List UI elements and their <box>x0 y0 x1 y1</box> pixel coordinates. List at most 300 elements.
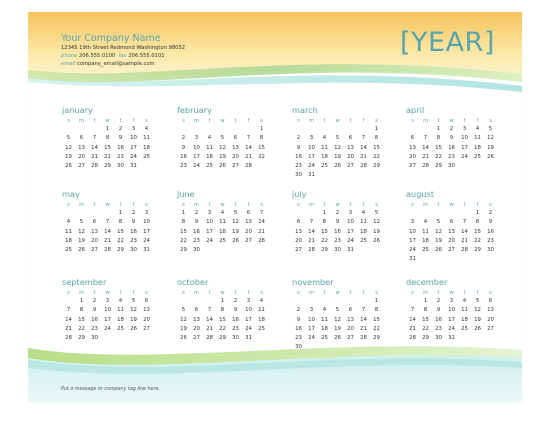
day-grid <box>62 209 150 255</box>
day-cell: 2 <box>131 210 136 216</box>
day-cell: 27 <box>347 335 354 342</box>
day-cell: 15 <box>258 144 265 151</box>
day-cell: 5 <box>131 298 136 304</box>
day-cell: 30 <box>295 344 302 351</box>
day-cell: 8 <box>79 307 84 314</box>
empty-day-cell <box>216 125 229 134</box>
day-cell: 30 <box>193 247 200 254</box>
empty-day-cell <box>406 297 419 306</box>
day-cell: 1 <box>79 298 84 304</box>
day-cell: 26 <box>65 163 72 170</box>
day-cell: 28 <box>91 163 98 170</box>
month-october <box>177 276 265 343</box>
weekday-header: s <box>375 202 378 208</box>
day-cell: 12 <box>219 144 226 151</box>
day-cell: 9 <box>194 219 199 226</box>
day-cell: 3 <box>348 210 353 216</box>
day-cell: 22 <box>435 153 442 160</box>
month-july <box>292 188 380 255</box>
day-cell: 4 <box>361 210 366 216</box>
empty-day-cell <box>292 125 305 134</box>
empty-day-cell <box>344 297 357 306</box>
day-cell: 7 <box>92 135 97 142</box>
day-cell: 6 <box>246 210 251 216</box>
day-cell: 15 <box>422 316 429 323</box>
day-cell: 31 <box>130 163 137 170</box>
weekday-header-row <box>406 201 494 209</box>
empty-day-cell <box>101 209 114 218</box>
empty-day-cell <box>242 125 255 134</box>
day-cell: 24 <box>448 325 455 332</box>
empty-day-cell <box>88 125 101 134</box>
day-cell: 10 <box>143 219 150 226</box>
day-cell: 15 <box>373 144 380 151</box>
day-cell: 1 <box>374 126 379 132</box>
day-cell: 17 <box>448 316 455 323</box>
day-cell: 13 <box>448 228 455 235</box>
month-may <box>62 188 150 255</box>
day-cell: 9 <box>488 219 493 226</box>
day-cell: 17 <box>308 325 315 332</box>
day-cell: 18 <box>219 228 226 235</box>
month-name: september <box>62 277 107 287</box>
weekday-header: t <box>234 202 237 208</box>
day-cell: 4 <box>220 210 225 216</box>
day-cell: 11 <box>206 144 213 151</box>
day-cell: 8 <box>181 219 186 226</box>
day-cell: 23 <box>448 153 455 160</box>
day-cell: 30 <box>130 247 137 254</box>
email-label: email <box>61 61 76 67</box>
day-cell: 11 <box>143 135 150 142</box>
day-cell: 7 <box>105 219 110 226</box>
day-cell: 21 <box>360 153 367 160</box>
day-cell: 17 <box>308 153 315 160</box>
month-name: july <box>292 189 307 199</box>
day-cell: 9 <box>92 307 97 314</box>
day-cell: 7 <box>259 210 264 216</box>
weekday-header: s <box>260 118 263 124</box>
weekday-header: w <box>105 290 110 296</box>
weekday-header: s <box>375 290 378 296</box>
day-cell: 9 <box>118 135 123 142</box>
weekday-header: s <box>67 290 70 296</box>
weekday-header-row <box>62 117 150 125</box>
day-cell: 22 <box>321 237 328 244</box>
day-cell: 9 <box>296 144 301 151</box>
weekday-header: t <box>119 202 122 208</box>
day-cell: 8 <box>105 135 110 142</box>
day-grid <box>292 209 380 255</box>
day-cell: 4 <box>462 298 467 304</box>
empty-day-cell <box>75 125 88 134</box>
day-cell: 29 <box>104 163 111 170</box>
day-cell: 29 <box>180 247 187 254</box>
day-cell: 7 <box>246 135 251 142</box>
day-cell: 14 <box>258 219 265 226</box>
day-cell: 27 <box>295 247 302 254</box>
day-cell: 18 <box>206 153 213 160</box>
day-cell: 6 <box>488 298 493 304</box>
day-cell: 14 <box>461 228 468 235</box>
day-cell: 17 <box>193 153 200 160</box>
day-grid <box>177 297 265 343</box>
day-cell: 26 <box>78 247 85 254</box>
company-email <box>61 61 155 67</box>
day-cell: 24 <box>409 247 416 254</box>
day-cell: 21 <box>308 237 315 244</box>
empty-day-cell <box>190 297 203 306</box>
day-cell: 15 <box>104 144 111 151</box>
day-cell: 10 <box>461 135 468 142</box>
day-cell: 9 <box>449 135 454 142</box>
weekday-header: s <box>297 290 300 296</box>
day-cell: 13 <box>487 307 494 314</box>
day-cell: 3 <box>105 298 110 304</box>
empty-day-cell <box>318 297 331 306</box>
day-cell: 20 <box>448 237 455 244</box>
day-cell: 24 <box>308 163 315 170</box>
weekday-header: t <box>234 118 237 124</box>
day-cell: 11 <box>219 219 226 226</box>
day-cell: 14 <box>91 144 98 151</box>
weekday-header-row <box>177 117 265 125</box>
empty-day-cell <box>357 297 370 306</box>
day-cell: 3 <box>207 210 212 216</box>
day-grid <box>406 297 494 343</box>
day-cell: 16 <box>193 228 200 235</box>
day-cell: 11 <box>360 219 367 226</box>
empty-day-cell <box>177 125 190 134</box>
weekday-header: w <box>105 202 110 208</box>
day-cell: 29 <box>117 247 124 254</box>
day-cell: 18 <box>258 316 265 323</box>
day-cell: 12 <box>78 228 85 235</box>
empty-day-cell <box>344 125 357 134</box>
weekday-header: s <box>297 202 300 208</box>
empty-day-cell <box>419 125 432 134</box>
day-cell: 17 <box>245 316 252 323</box>
weekday-header: t <box>93 202 96 208</box>
weekday-header: t <box>463 118 466 124</box>
year-title: [YEAR] <box>400 27 495 58</box>
day-cell: 13 <box>409 144 416 151</box>
day-cell: 29 <box>219 335 226 342</box>
day-cell: 28 <box>206 335 213 342</box>
day-cell: 14 <box>409 316 416 323</box>
day-cell: 1 <box>118 210 123 216</box>
day-cell: 4 <box>322 307 327 314</box>
day-cell: 14 <box>360 144 367 151</box>
day-cell: 27 <box>232 163 239 170</box>
day-cell: 19 <box>487 144 494 151</box>
day-cell: 30 <box>435 335 442 342</box>
day-cell: 5 <box>220 135 225 142</box>
day-cell: 28 <box>245 163 252 170</box>
day-grid <box>62 297 150 343</box>
weekday-header: f <box>476 118 479 124</box>
day-cell: 5 <box>66 135 71 142</box>
weekday-header: s <box>297 118 300 124</box>
empty-day-cell <box>432 209 445 218</box>
day-cell: 19 <box>435 237 442 244</box>
day-cell: 11 <box>461 307 468 314</box>
weekday-header-row <box>292 201 380 209</box>
day-cell: 30 <box>295 172 302 179</box>
day-cell: 27 <box>409 163 416 170</box>
day-cell: 19 <box>334 325 341 332</box>
weekday-header: t <box>93 290 96 296</box>
day-cell: 16 <box>91 316 98 323</box>
day-cell: 19 <box>334 153 341 160</box>
day-cell: 24 <box>104 325 111 332</box>
day-cell: 20 <box>409 153 416 160</box>
weekday-header: s <box>145 202 148 208</box>
day-cell: 10 <box>245 307 252 314</box>
day-cell: 23 <box>487 237 494 244</box>
day-cell: 8 <box>118 219 123 226</box>
day-cell: 9 <box>436 307 441 314</box>
weekday-header: w <box>449 290 454 296</box>
weekday-header: w <box>335 202 340 208</box>
day-cell: 18 <box>360 228 367 235</box>
day-cell: 31 <box>143 247 150 254</box>
day-cell: 25 <box>474 153 481 160</box>
day-cell: 4 <box>423 219 428 226</box>
day-cell: 3 <box>410 219 415 226</box>
weekday-header: f <box>362 118 365 124</box>
weekday-header: s <box>67 118 70 124</box>
day-cell: 1 <box>220 298 225 304</box>
day-cell: 8 <box>374 135 379 142</box>
day-cell: 5 <box>475 298 480 304</box>
day-cell: 21 <box>461 237 468 244</box>
day-cell: 20 <box>193 325 200 332</box>
day-cell: 4 <box>66 219 71 226</box>
day-cell: 12 <box>474 307 481 314</box>
day-cell: 22 <box>474 237 481 244</box>
day-cell: 26 <box>435 247 442 254</box>
day-cell: 11 <box>117 307 124 314</box>
day-cell: 30 <box>334 247 341 254</box>
weekday-header: m <box>309 118 314 124</box>
day-cell: 4 <box>322 135 327 142</box>
day-cell: 23 <box>334 237 341 244</box>
day-cell: 26 <box>219 163 226 170</box>
day-cell: 8 <box>220 307 225 314</box>
day-cell: 24 <box>308 335 315 342</box>
weekday-header: s <box>375 118 378 124</box>
day-cell: 23 <box>91 325 98 332</box>
day-cell: 16 <box>334 228 341 235</box>
day-cell: 4 <box>118 298 123 304</box>
day-cell: 12 <box>334 144 341 151</box>
day-cell: 7 <box>66 307 71 314</box>
day-cell: 17 <box>461 144 468 151</box>
day-cell: 1 <box>423 298 428 304</box>
day-cell: 2 <box>118 126 123 132</box>
day-cell: 2 <box>335 210 340 216</box>
day-cell: 31 <box>347 247 354 254</box>
footer-tagline: Put a message or company tag line here. <box>61 387 160 392</box>
weekday-header: w <box>449 118 454 124</box>
day-cell: 13 <box>245 219 252 226</box>
day-cell: 9 <box>296 316 301 323</box>
month-name: may <box>62 189 80 199</box>
day-cell: 25 <box>360 237 367 244</box>
empty-day-cell <box>305 125 318 134</box>
day-cell: 28 <box>409 335 416 342</box>
phone-label: phone <box>61 53 78 59</box>
day-cell: 5 <box>181 307 186 314</box>
day-cell: 18 <box>143 144 150 151</box>
day-cell: 18 <box>321 153 328 160</box>
day-cell: 22 <box>373 325 380 332</box>
day-cell: 9 <box>181 144 186 151</box>
month-february <box>177 104 265 171</box>
day-cell: 8 <box>475 219 480 226</box>
weekday-header: f <box>132 202 135 208</box>
day-cell: 12 <box>232 219 239 226</box>
day-cell: 20 <box>245 228 252 235</box>
month-name: november <box>292 277 334 287</box>
empty-day-cell <box>331 297 344 306</box>
day-cell: 25 <box>206 163 213 170</box>
day-cell: 13 <box>347 316 354 323</box>
weekday-header: s <box>145 290 148 296</box>
weekday-header: w <box>220 290 225 296</box>
day-cell: 28 <box>422 163 429 170</box>
empty-day-cell <box>229 125 242 134</box>
day-cell: 18 <box>422 237 429 244</box>
day-cell: 10 <box>308 316 315 323</box>
day-cell: 9 <box>131 219 136 226</box>
day-cell: 3 <box>194 135 199 142</box>
day-cell: 5 <box>436 219 441 226</box>
weekday-header: t <box>437 290 440 296</box>
weekday-header: m <box>79 202 84 208</box>
day-cell: 26 <box>334 163 341 170</box>
weekday-header: t <box>323 202 326 208</box>
day-cell: 21 <box>360 325 367 332</box>
day-cell: 20 <box>347 325 354 332</box>
day-cell: 25 <box>422 247 429 254</box>
fax-value: 206.555.0101 <box>128 53 165 59</box>
day-cell: 8 <box>322 219 327 226</box>
weekday-header: t <box>437 202 440 208</box>
day-cell: 12 <box>180 316 187 323</box>
weekday-header-row <box>406 117 494 125</box>
day-cell: 16 <box>130 228 137 235</box>
empty-day-cell <box>75 209 88 218</box>
day-cell: 26 <box>130 325 137 332</box>
day-cell: 1 <box>259 126 264 132</box>
day-cell: 15 <box>180 228 187 235</box>
day-cell: 29 <box>321 247 328 254</box>
day-cell: 26 <box>487 153 494 160</box>
day-cell: 20 <box>143 316 150 323</box>
day-cell: 10 <box>448 307 455 314</box>
weekday-header: m <box>423 202 428 208</box>
weekday-header: t <box>349 202 352 208</box>
day-cell: 5 <box>335 135 340 142</box>
day-cell: 27 <box>448 247 455 254</box>
weekday-header-row <box>62 201 150 209</box>
day-cell: 22 <box>117 237 124 244</box>
empty-day-cell <box>305 209 318 218</box>
day-cell: 3 <box>144 210 149 216</box>
day-cell: 3 <box>246 298 251 304</box>
day-cell: 2 <box>233 298 238 304</box>
day-grid <box>62 125 150 171</box>
day-cell: 25 <box>117 325 124 332</box>
day-cell: 17 <box>206 228 213 235</box>
day-cell: 26 <box>334 335 341 342</box>
day-cell: 23 <box>117 153 124 160</box>
day-cell: 20 <box>91 237 98 244</box>
day-cell: 28 <box>65 335 72 342</box>
day-cell: 21 <box>104 237 111 244</box>
day-cell: 7 <box>361 307 366 314</box>
day-cell: 3 <box>131 126 136 132</box>
day-cell: 24 <box>143 237 150 244</box>
empty-day-cell <box>292 297 305 306</box>
day-cell: 24 <box>206 237 213 244</box>
empty-day-cell <box>62 125 75 134</box>
day-cell: 25 <box>65 247 72 254</box>
day-cell: 5 <box>233 210 238 216</box>
month-april <box>406 104 494 171</box>
day-cell: 19 <box>232 228 239 235</box>
day-cell: 10 <box>130 135 137 142</box>
month-january <box>62 104 150 171</box>
day-cell: 10 <box>347 219 354 226</box>
weekday-header: s <box>260 202 263 208</box>
day-cell: 28 <box>308 247 315 254</box>
day-cell: 17 <box>143 228 150 235</box>
day-cell: 5 <box>374 210 379 216</box>
day-cell: 14 <box>308 228 315 235</box>
day-cell: 1 <box>181 210 186 216</box>
day-cell: 17 <box>130 144 137 151</box>
day-cell: 16 <box>448 144 455 151</box>
day-cell: 6 <box>79 135 84 142</box>
company-phone-fax <box>61 53 165 59</box>
day-cell: 30 <box>232 335 239 342</box>
weekday-header: t <box>323 290 326 296</box>
day-cell: 21 <box>422 153 429 160</box>
month-december <box>406 276 494 343</box>
weekday-header: s <box>489 202 492 208</box>
day-cell: 27 <box>91 247 98 254</box>
day-cell: 15 <box>474 228 481 235</box>
day-cell: 19 <box>373 228 380 235</box>
day-grid <box>406 209 494 265</box>
day-cell: 2 <box>194 210 199 216</box>
day-cell: 30 <box>117 163 124 170</box>
day-cell: 31 <box>409 256 416 263</box>
day-cell: 6 <box>296 219 301 226</box>
month-name: april <box>406 105 425 115</box>
empty-day-cell <box>62 209 75 218</box>
weekday-header: f <box>362 290 365 296</box>
day-cell: 14 <box>245 144 252 151</box>
weekday-header: m <box>309 202 314 208</box>
weekday-header-row <box>406 289 494 297</box>
company-address: 12345 19th Street Redmond Washington 98052 <box>61 45 186 51</box>
day-cell: 30 <box>91 335 98 342</box>
day-cell: 10 <box>206 219 213 226</box>
